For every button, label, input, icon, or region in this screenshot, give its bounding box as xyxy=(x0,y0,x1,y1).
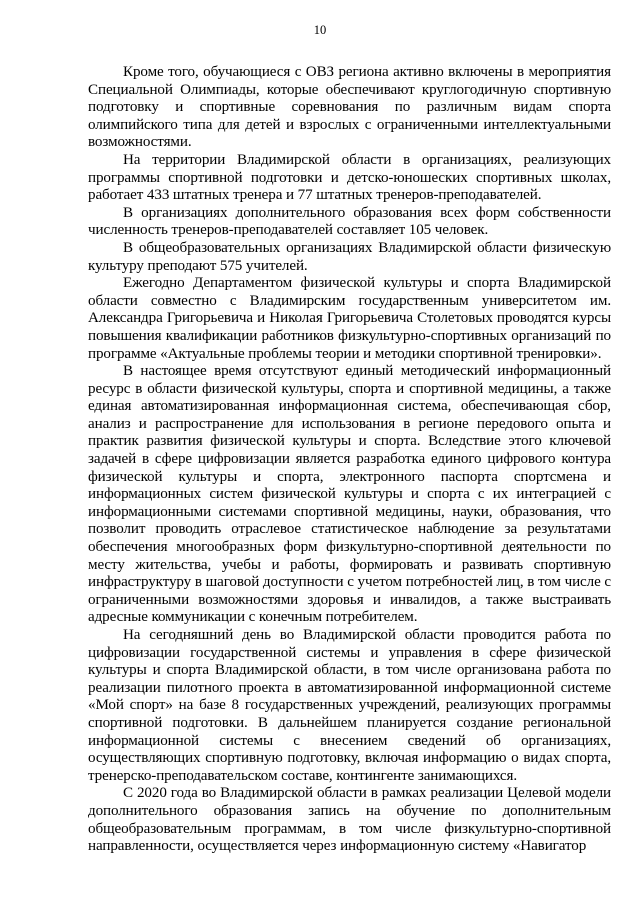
paragraph-digitalization-gap: В настоящее время отсутствуют единый методический информационный ресурс в области физической культуры, спорта и спортивной медицины, а также единая автоматизированная информационная система, обеспечивающая сбор, анализ и распространение для использования в регионе передового опыта и практик развития физической культуры и спорта. Вследствие этого ключевой задачей в сфере цифровизации является разработка единого цифрового контура физической культуры и спорта, электронного паспорта спортсмена и информационных систем физической культуры и спорта с их интеграцией с информационными системами спортивной медицины, науки, образования, что позволит проводить отраслевое статистическое наблюдение за результатами обеспечения многообразных форм физкультурно-спортивной деятельности по месту жительства, учебы и работы, формировать и развивать спортивную инфраструктуру в шаговой доступности с учетом потребностей лиц, в том числе с ограниченными возможностями здоровья и инвалидов, а также выстраивать адресные коммуникации с конечным потребителем. xyxy=(88,363,611,626)
paragraph-special-olympics: Кроме того, обучающиеся с ОВЗ региона активно включены в мероприятия Специальной Олимпиады, которые обеспечивают круглогодичную спортивную подготовку и спортивные соревнования по различным видам спорта олимпийского типа для детей и взрослых с ограниченными интеллектуальными возможностями. xyxy=(88,64,611,151)
paragraph-pe-teachers: В общеобразовательных организациях Владимирской области физическую культуру преподают 575 учителей. xyxy=(88,239,611,274)
paragraph-coaches-count: На территории Владимирской области в организациях, реализующих программы спортивной подготовки и детско-юношеских спортивных школах, работает 433 штатных тренера и 77 штатных тренеров-преподавателей. xyxy=(88,151,611,204)
paragraph-digitalization-work: На сегодняшний день во Владимирской области проводится работа по цифровизации государственной системы и управления в сфере физической культуры и спорта Владимирской области, в том числе организована работа по реализации пилотного проекта в автоматизированной информационной системе «Мой спорт» на базе 8 государственных учреждений, реализующих программы спортивной подготовки. В дальнейшем планируется создание региональной информационной системы с внесением сведений об организациях, осуществляющих спортивную подготовку, включая информацию о видах спорта, тренерско-преподавательском составе, контингенте занимающихся. xyxy=(88,627,611,784)
paragraph-qualification-courses: Ежегодно Департаментом физической культуры и спорта Владимирской области совместно с Владимирским государственным университетом им. Александра Григорьевича и Николая Григорьевича Столетовых проводятся курсы повышения квалификации работников физкультурно-спортивных организаций по программе «Актуальные проблемы теории и методики спортивной тренировки». xyxy=(88,275,611,362)
document-body xyxy=(88,64,611,856)
paragraph-additional-education-staff: В организациях дополнительного образования всех форм собственности численность тренеров-преподавателей составляет 105 человек. xyxy=(88,204,611,239)
paragraph-navigator-system: С 2020 года во Владимирской области в рамках реализации Целевой модели дополнительного образования запись на обучение по дополнительным общеобразовательным программам, в том числе физкультурно-спортивной направленности, осуществляется через информационную систему «Навигатор xyxy=(88,785,611,855)
page-number: 10 xyxy=(313,23,327,37)
